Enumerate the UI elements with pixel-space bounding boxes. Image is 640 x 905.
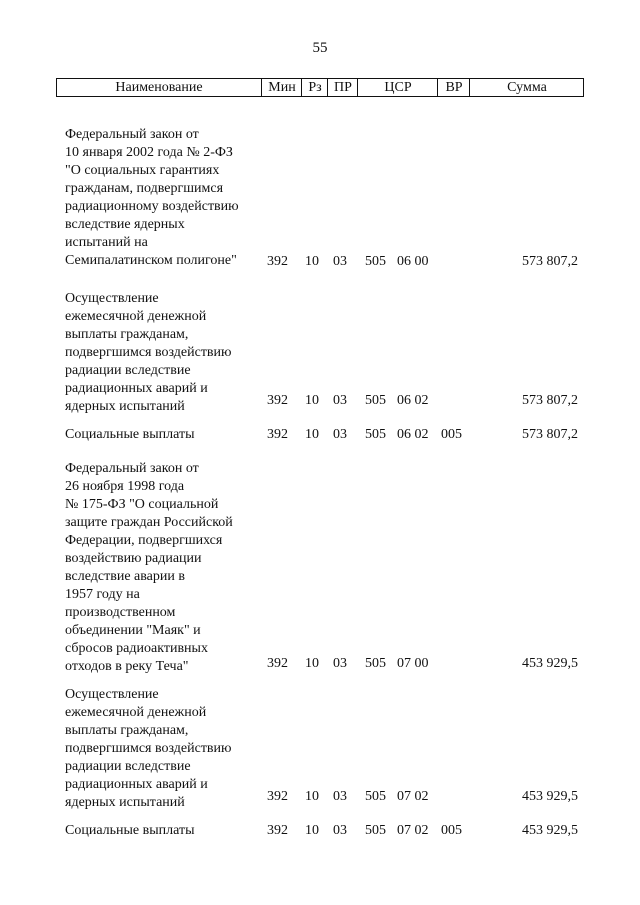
row-min: 392 xyxy=(267,656,288,671)
header-sum: Сумма xyxy=(469,79,584,96)
table-row xyxy=(0,290,640,414)
row-csr-suffix: 07 00 xyxy=(397,656,429,671)
row-csr-prefix: 505 xyxy=(365,789,386,804)
row-min: 392 xyxy=(267,427,288,442)
header-rz: Рз xyxy=(301,79,328,96)
row-csr-suffix: 06 02 xyxy=(397,393,429,408)
row-pr: 03 xyxy=(333,393,347,408)
row-rz: 10 xyxy=(305,393,319,408)
row-name: Федеральный закон от 26 ноября 1998 года № 175-ФЗ "О социальной защите граждан Российской Федерации, подвергшихся воздействию радиации вследствие аварии в 1957 году на производственном объединении "Маяк" и сбросов радиоактивных отходов в реку Теча" xyxy=(65,461,233,674)
row-csr-prefix: 505 xyxy=(365,393,386,408)
row-name: Осуществление ежемесячной денежной выплаты гражданам, подвергшимся воздействию радиации вследствие радиационных аварий и ядерных испытаний xyxy=(65,291,232,414)
row-pr: 03 xyxy=(333,656,347,671)
row-csr-suffix: 06 00 xyxy=(397,254,429,269)
header-csr: ЦСР xyxy=(357,79,438,96)
row-min: 392 xyxy=(267,823,288,838)
row-rz: 10 xyxy=(305,789,319,804)
row-sum: 573 807,2 xyxy=(522,427,578,442)
table-row xyxy=(0,686,640,810)
row-sum: 453 929,5 xyxy=(522,789,578,804)
row-pr: 03 xyxy=(333,254,347,269)
table-row xyxy=(0,460,640,673)
row-name: Социальные выплаты xyxy=(65,823,195,838)
row-sum: 453 929,5 xyxy=(522,823,578,838)
row-min: 392 xyxy=(267,254,288,269)
table-row xyxy=(0,822,640,840)
row-csr-prefix: 505 xyxy=(365,427,386,442)
row-csr-prefix: 505 xyxy=(365,656,386,671)
header-vr: ВР xyxy=(437,79,470,96)
row-rz: 10 xyxy=(305,427,319,442)
row-csr-suffix: 06 02 xyxy=(397,427,429,442)
row-csr-prefix: 505 xyxy=(365,823,386,838)
row-pr: 03 xyxy=(333,789,347,804)
table-header xyxy=(56,78,584,97)
row-min: 392 xyxy=(267,393,288,408)
row-sum: 573 807,2 xyxy=(522,393,578,408)
row-rz: 10 xyxy=(305,823,319,838)
table-row xyxy=(0,426,640,444)
row-min: 392 xyxy=(267,789,288,804)
header-name: Наименование xyxy=(115,80,203,95)
row-name: Осуществление ежемесячной денежной выплаты гражданам, подвергшимся воздействию радиации вследствие радиационных аварий и ядерных испытаний xyxy=(65,687,232,810)
row-sum: 453 929,5 xyxy=(522,656,578,671)
row-name: Федеральный закон от 10 января 2002 года № 2-ФЗ "О социальных гарантиях гражданам, подвергшимся радиационному воздействию вследствие ядерных испытаний на Семипалатинском полигоне" xyxy=(65,127,239,268)
row-pr: 03 xyxy=(333,427,347,442)
row-name: Социальные выплаты xyxy=(65,427,195,442)
row-vr: 005 xyxy=(441,823,462,838)
table-row xyxy=(0,126,640,271)
header-min: Мин xyxy=(261,79,302,96)
row-csr-prefix: 505 xyxy=(365,254,386,269)
row-rz: 10 xyxy=(305,656,319,671)
row-csr-suffix: 07 02 xyxy=(397,823,429,838)
row-sum: 573 807,2 xyxy=(522,254,578,269)
page-number: 55 xyxy=(312,40,328,56)
row-csr-suffix: 07 02 xyxy=(397,789,429,804)
row-rz: 10 xyxy=(305,254,319,269)
row-pr: 03 xyxy=(333,823,347,838)
row-vr: 005 xyxy=(441,427,462,442)
header-pr: ПР xyxy=(327,79,358,96)
